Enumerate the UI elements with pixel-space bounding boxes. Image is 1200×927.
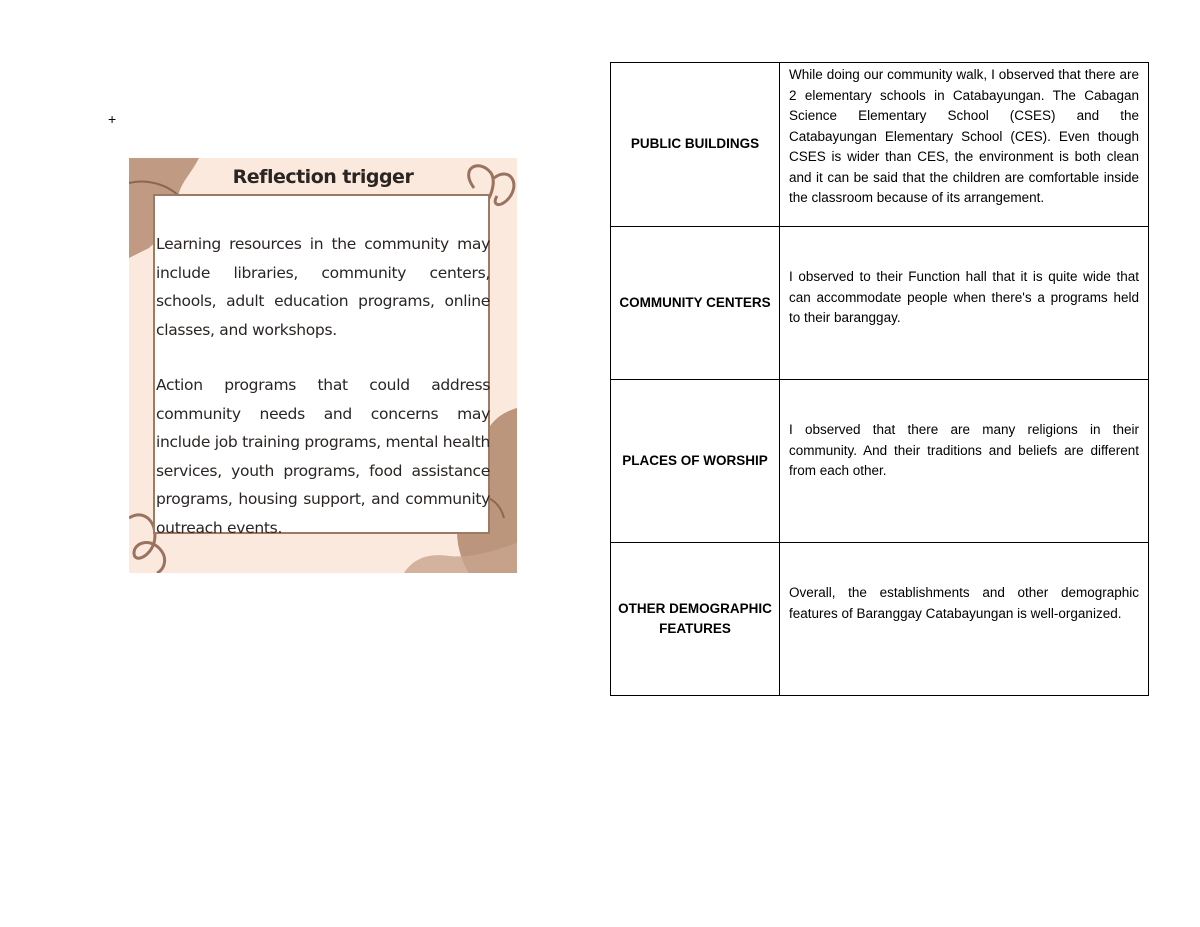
observation-cell: I observed to their Function hall that it is quite wide that can accommodate people when there's a programs held to their baranggay. xyxy=(780,227,1149,380)
table-row xyxy=(611,63,1149,227)
reflection-trigger-card xyxy=(129,158,517,573)
learning-resources-paragraph: Learning resources in the community may include libraries, community centers, schools, adult education programs, online classes, and workshops. xyxy=(156,235,490,339)
table-row xyxy=(611,543,1149,696)
reflection-title: Reflection trigger xyxy=(232,166,414,188)
category-cell: PLACES OF WORSHIP xyxy=(611,380,780,543)
action-programs-paragraph: Action programs that could address community needs and concerns may include job training programs, mental health services, youth programs, food assistance programs, housing support, and community outreach events. xyxy=(156,376,490,537)
reflection-body xyxy=(156,230,490,569)
table-row xyxy=(611,380,1149,543)
observation-cell: While doing our community walk, I observed that there are 2 elementary schools in Catabayungan. The Cabagan Science Elementary School (CSES) and the Catabayungan Elementary School (CES). Even though CSES is wider than CES, the environment is both clean and it can be said that the children are comfortable inside the classroom because of its arrangement. xyxy=(780,63,1149,227)
plus-marker: + xyxy=(108,111,117,127)
category-cell: PUBLIC BUILDINGS xyxy=(611,63,780,227)
table-row xyxy=(611,227,1149,380)
observation-cell: Overall, the establishments and other demographic features of Baranggay Catabayungan is well-organized. xyxy=(780,543,1149,696)
community-walk-table xyxy=(610,62,1149,696)
observation-cell: I observed that there are many religions in their community. And their traditions and beliefs are different from each other. xyxy=(780,380,1149,543)
category-cell: COMMUNITY CENTERS xyxy=(611,227,780,380)
category-cell: OTHER DEMOGRAPHIC FEATURES xyxy=(611,543,780,696)
